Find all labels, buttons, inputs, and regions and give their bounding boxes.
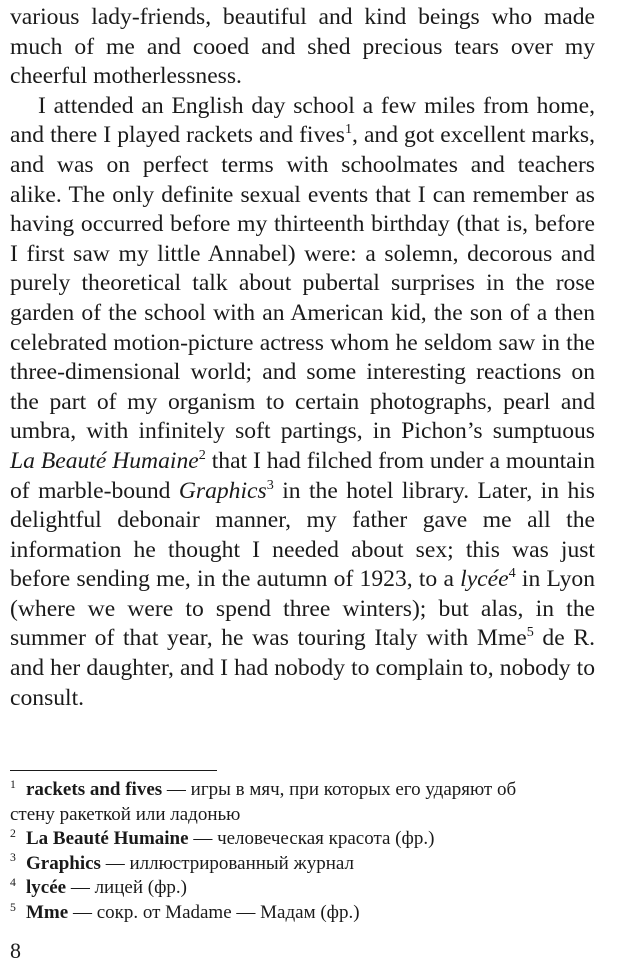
footnote-ref-3: 3	[266, 476, 274, 493]
footnote-ref-2: 2	[198, 447, 206, 464]
footnote-5: 5 Mme — сокр. от Madame — Мадам (фр.)	[10, 900, 360, 923]
footnote-ref-5: 5	[526, 624, 534, 641]
footnotes	[10, 778, 595, 926]
title-graphics: Graphics	[178, 477, 267, 504]
page-number: 8	[10, 938, 21, 963]
word-lycee: lycée	[460, 566, 509, 593]
footnote-2: 2 La Beauté Humaine — человеческая красота (фр.)	[10, 826, 435, 850]
main-text	[10, 3, 595, 713]
paragraph-1: various lady-friends, beautiful and kind beings who made much of me and cooed and shed precious tears over my cheerful motherlessness.	[10, 4, 595, 90]
footnote-ref-4: 4	[508, 565, 516, 582]
footnote-3: 3 Graphics — иллюстрированный журнал	[10, 851, 354, 874]
footnote-1-continued: стену ракеткой или ладонью	[10, 803, 241, 825]
book-page	[10, 0, 595, 970]
footnote-ref-1: 1	[344, 121, 353, 138]
title-la-beaute-humaine: La Beauté Humaine	[10, 447, 199, 474]
paragraph-2: I attended an English day school a few miles from home, and there I played rackets and fives$^1$, and got excellent marks, and was on perfect terms with schoolmates and teachers alike. The only definite sexual events that I can remember as having occurred before my thirteenth birthday (that is, before I first saw my little Annabel) were: a solemn, decorous and purely theoretical talk about pubertal surprises in the rose garden of the school with an American kid, the son of a then celebrated motion-picture actress whom he seldom saw in the three-dimensional world; and some interesting reactions on the part of my organism to certain photographs, pearl and umbra, with infinitely soft partings, in Pichon’s sumptuous La Beauté Humaine$^2$ that I had filched from under a mountain of marble-bound Graphics$^3$ in the hotel library. Later, in his delightful debonair manner, my father gave me all the information he thought I needed about sex; this was just before sending me, in the autumn of 1923, to a lycée$^4$ in Lyon (where we were to spend three winters); but alas, in the summer of that year, he was touring Italy with Mme$^5$ de R. and her daughter, and I had nobody to complain to, nobody to consult.	[10, 92, 596, 711]
footnote-1: 1 rackets and fives — игры в мяч, при которых его ударяют об	[10, 777, 517, 800]
footnote-4: 4 lycée — лицей (фр.)	[10, 876, 187, 899]
footnote-divider	[10, 770, 217, 771]
